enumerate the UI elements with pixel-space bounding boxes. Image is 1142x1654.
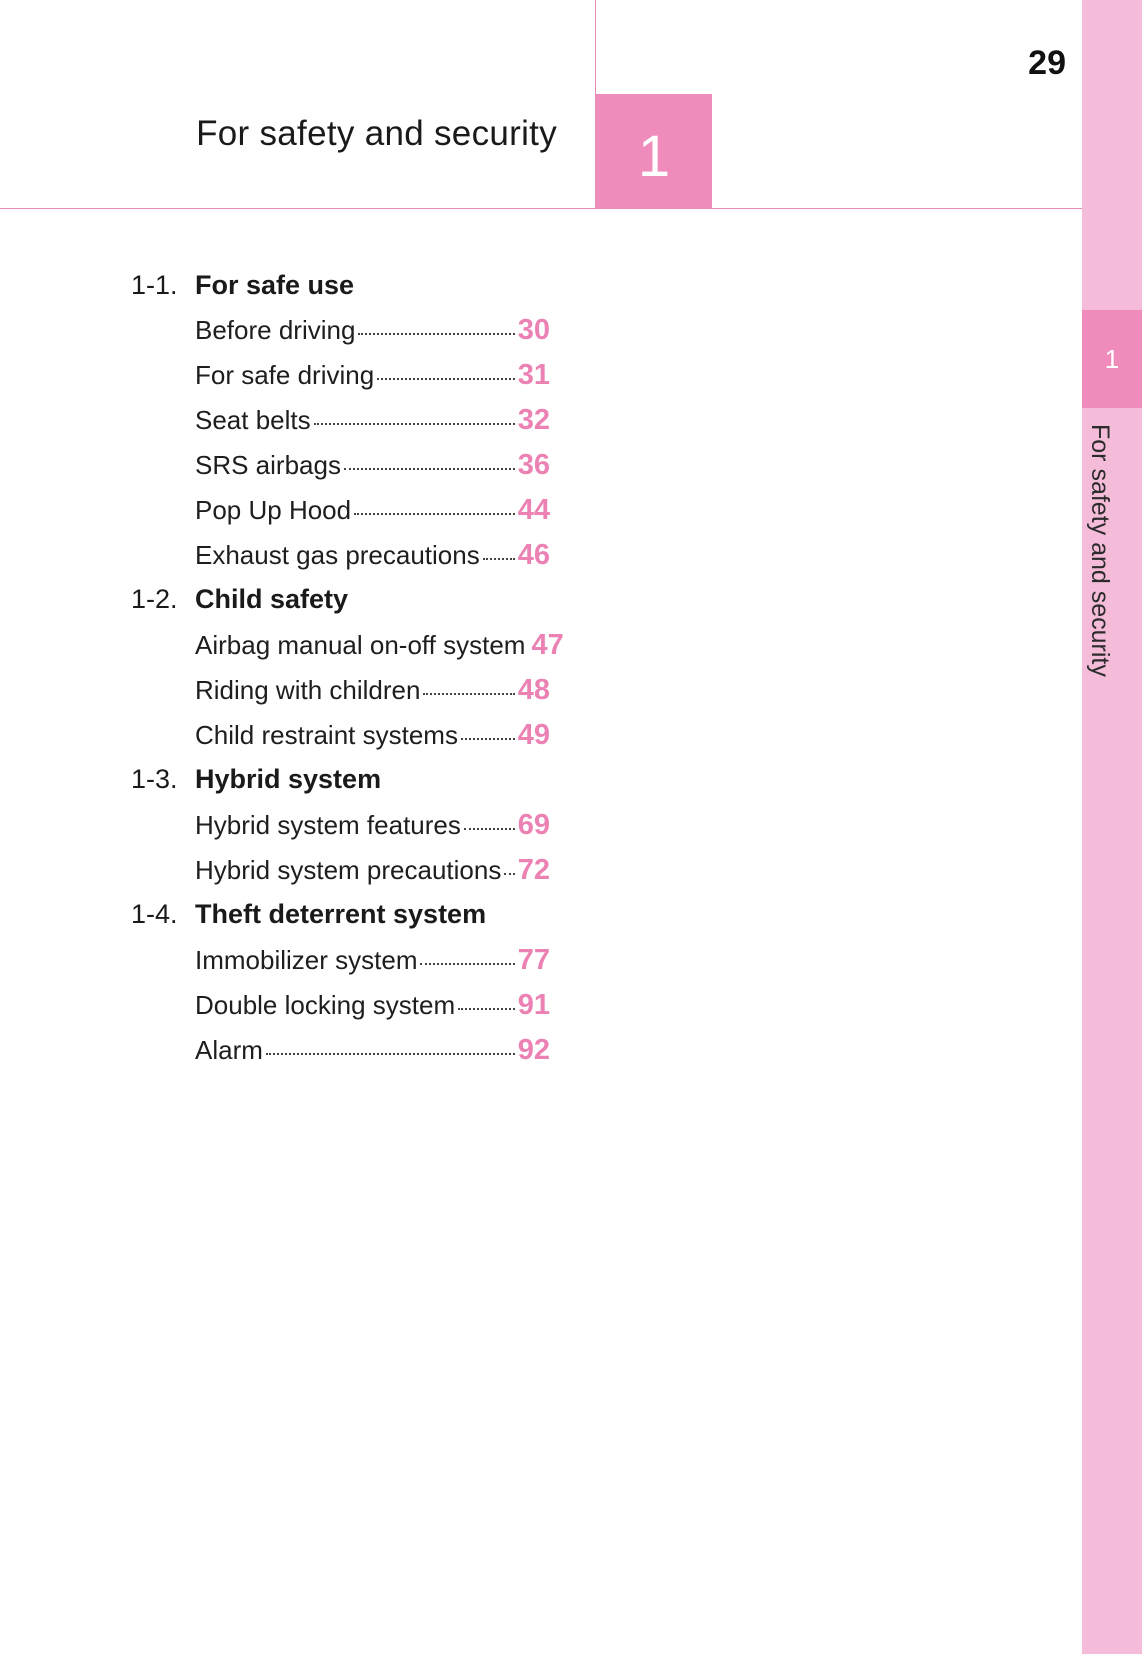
entry-label: Seat belts (195, 405, 311, 435)
section-title: For safe use (195, 270, 355, 300)
dot-leader (483, 558, 515, 560)
header-divider-horizontal (0, 208, 1082, 209)
section-number: 1-3. (131, 764, 178, 794)
entry-label: SRS airbags (195, 450, 341, 480)
entry-page-link[interactable]: 32 (517, 404, 550, 436)
entry-label: Hybrid system precautions (195, 855, 502, 885)
toc-entry[interactable] (195, 719, 550, 753)
dot-leader (377, 378, 515, 380)
section-number: 1-1. (131, 270, 178, 300)
toc-entry[interactable] (195, 809, 550, 843)
entry-page-link[interactable]: 77 (517, 944, 550, 976)
toc-entry[interactable] (195, 314, 550, 348)
dot-leader (423, 693, 514, 695)
entry-label: Child restraint systems (195, 720, 458, 750)
dot-leader (464, 828, 515, 830)
dot-leader (458, 1008, 515, 1010)
section-number: 1-4. (131, 899, 178, 929)
entry-label: For safe driving (195, 360, 375, 390)
toc-section-1-4[interactable] (131, 899, 486, 933)
entry-page-link[interactable]: 48 (517, 674, 550, 706)
toc-entry[interactable] (195, 1034, 550, 1068)
toc-entry[interactable] (195, 539, 550, 573)
entry-label: Double locking system (195, 990, 456, 1020)
dot-leader (266, 1053, 515, 1055)
entry-label: Immobilizer system (195, 945, 418, 975)
section-number: 1-2. (131, 584, 178, 614)
entry-page-link[interactable]: 49 (517, 719, 550, 751)
dot-leader (461, 738, 515, 740)
toc-entry[interactable] (195, 404, 550, 438)
entry-label: Exhaust gas precautions (195, 540, 480, 570)
toc-entry[interactable] (195, 629, 564, 663)
section-title: Theft deterrent system (195, 899, 487, 929)
entry-label: Alarm (195, 1035, 263, 1065)
entry-page-link[interactable]: 91 (517, 989, 550, 1021)
side-tab-chapter-1[interactable] (1082, 310, 1142, 408)
entry-page-link[interactable]: 46 (517, 539, 550, 571)
toc-section-1-3[interactable] (131, 764, 381, 798)
page-number: 29 (1028, 44, 1066, 82)
entry-page-link[interactable]: 47 (531, 629, 564, 661)
toc-section-1-2[interactable] (131, 584, 348, 618)
entry-page-link[interactable]: 92 (517, 1034, 550, 1066)
entry-label: Before driving (195, 315, 356, 345)
side-tab-label: For safety and security (1086, 424, 1114, 677)
entry-label: Pop Up Hood (195, 495, 352, 525)
entry-page-link[interactable]: 69 (517, 809, 550, 841)
dot-leader (504, 873, 514, 875)
toc-entry[interactable] (195, 449, 550, 483)
toc-entry[interactable] (195, 359, 550, 393)
dot-leader (354, 513, 515, 515)
chapter-number: 1 (637, 123, 671, 189)
chapter-number-box (596, 94, 712, 208)
toc-entry[interactable] (195, 854, 550, 888)
entry-label: Airbag manual on-off system (195, 630, 526, 660)
dot-leader (358, 333, 514, 335)
section-title: Child safety (195, 584, 349, 614)
toc-entry[interactable] (195, 674, 550, 708)
entry-page-link[interactable]: 31 (517, 359, 550, 391)
entry-page-link[interactable]: 44 (517, 494, 550, 526)
dot-leader (314, 423, 515, 425)
chapter-title: For safety and security (196, 114, 557, 153)
dot-leader (344, 468, 515, 470)
side-strip (1082, 0, 1142, 1654)
entry-page-link[interactable]: 36 (517, 449, 550, 481)
entry-label: Hybrid system features (195, 810, 461, 840)
entry-label: Riding with children (195, 675, 421, 705)
toc-entry[interactable] (195, 989, 550, 1023)
side-tab-number: 1 (1104, 343, 1120, 374)
entry-page-link[interactable]: 30 (517, 314, 550, 346)
section-title: Hybrid system (195, 764, 382, 794)
toc-entry[interactable] (195, 494, 550, 528)
dot-leader (420, 963, 514, 965)
toc-entry[interactable] (195, 944, 550, 978)
toc-section-1-1[interactable] (131, 270, 354, 304)
entry-page-link[interactable]: 72 (517, 854, 550, 886)
